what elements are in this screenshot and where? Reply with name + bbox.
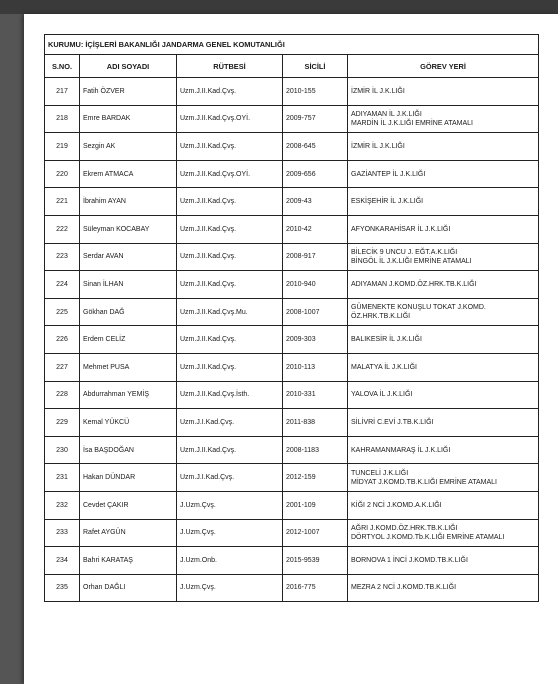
row-rank: Uzm.J.II.Kad.Çvş.OYİ. [177,160,283,188]
row-name: Fatih ÖZVER [80,78,177,106]
row-rank: Uzm.J.II.Kad.Çvş. [177,326,283,354]
gorev-line: KAHRAMANMARAŞ İL J.K.LIĞI [351,446,451,454]
row-name: Cevdet ÇAKIR [80,491,177,519]
row-number: 220 [45,160,80,188]
row-number: 217 [45,78,80,106]
gorev-line: BALIKESİR İL J.K.LIĞI [351,336,422,344]
row-gorev [348,298,539,326]
gorev-line: İZMİR İL J.K.LIĞI [351,87,405,95]
row-name: Ekrem ATMACA [80,160,177,188]
row-number: 228 [45,381,80,409]
row-sicil: 2010-42 [283,215,348,243]
row-number: 222 [45,215,80,243]
gorev-line: YALOVA İL J.K.LIĞI [351,391,413,399]
row-gorev [348,436,539,464]
row-rank: J.Uzm.Çvş. [177,519,283,547]
row-name: Mehmet PUSA [80,353,177,381]
gorev-line: İZMİR İL J.K.LIĞI [351,142,405,150]
row-rank: J.Uzm.Çvş. [177,574,283,602]
row-rank: Uzm.J.II.Kad.Çvş. [177,78,283,106]
gorev-line: MARDİN İL J.K.LIĞI EMRİNE ATAMALI [351,119,474,127]
row-number: 235 [45,574,80,602]
row-name: İsa BAŞDOĞAN [80,436,177,464]
window-top-bar [0,0,558,14]
row-name: Orhan DAĞLI [80,574,177,602]
row-sicil: 2009-757 [283,105,348,133]
row-rank: Uzm.J.II.Kad.Çvş. [177,243,283,271]
row-number: 231 [45,464,80,492]
institution-row [45,35,539,55]
row-sicil: 2011-838 [283,409,348,437]
header-sno: S.NO. [45,55,80,78]
gorev-line: KİĞI 2 NCİ J.KOMD.A.K.LIĞI [351,501,442,509]
row-sicil: 2010-331 [283,381,348,409]
row-gorev [348,243,539,271]
row-sicil: 2009-43 [283,188,348,216]
gorev-line: ADIYAMAN J.KOMD.ÖZ.HRK.TB.K.LIĞI [351,280,477,288]
row-name: Sinan İLHAN [80,271,177,299]
row-sicil: 2009-656 [283,160,348,188]
table-row [45,271,539,299]
gorev-line: SİLİVRİ C.EVİ J.TB.K.LIĞI [351,418,434,426]
table-row [45,326,539,354]
table-row [45,409,539,437]
row-gorev [348,409,539,437]
table-row [45,574,539,602]
table-row [45,133,539,161]
row-gorev [348,464,539,492]
table-body [45,78,539,602]
row-sicil: 2010-113 [283,353,348,381]
row-sicil: 2010-940 [283,271,348,299]
row-name: İbrahim AYAN [80,188,177,216]
gorev-line: MALATYA İL J.K.LIĞI [351,363,418,371]
row-name: Abdurrahman YEMİŞ [80,381,177,409]
row-sicil: 2008-645 [283,133,348,161]
row-name: Serdar AVAN [80,243,177,271]
row-rank: J.Uzm.Çvş. [177,491,283,519]
table-row [45,464,539,492]
row-sicil: 2012-1007 [283,519,348,547]
row-sicil: 2008-1183 [283,436,348,464]
header-gorev: GÖREV YERİ [348,55,539,78]
gorev-line: MİDYAT J.KOMD.TB.K.LIĞI EMRİNE ATAMALI [351,478,497,486]
table-row [45,298,539,326]
row-sicil: 2010-155 [283,78,348,106]
row-number: 221 [45,188,80,216]
institution-title: KURUMU: İÇİŞLERİ BAKANLIĞI JANDARMA GENEL KOMUTANLIĞI [45,35,539,55]
gorev-line: ADIYAMAN İL J.K.LIĞI [351,110,422,118]
row-gorev [348,353,539,381]
gorev-line: BİNGÖL İL J.K.LIĞI EMRİNE ATAMALI [351,257,472,265]
table-row [45,105,539,133]
row-number: 225 [45,298,80,326]
gorev-line: AFYONKARAHİSAR İL J.K.LIĞI [351,225,451,233]
table-row [45,491,539,519]
row-number: 230 [45,436,80,464]
row-number: 218 [45,105,80,133]
row-number: 227 [45,353,80,381]
row-number: 224 [45,271,80,299]
table-row [45,188,539,216]
row-rank: Uzm.J.II.Kad.Çvş.OYİ. [177,105,283,133]
row-rank: J.Uzm.Onb. [177,547,283,575]
row-number: 226 [45,326,80,354]
row-gorev [348,215,539,243]
row-sicil: 2016-775 [283,574,348,602]
row-number: 219 [45,133,80,161]
row-gorev [348,381,539,409]
gorev-line: BORNOVA 1 İNCİ J.KOMD.TB.K.LIĞI [351,556,468,564]
row-number: 232 [45,491,80,519]
row-name: Rafet AYGÜN [80,519,177,547]
row-sicil: 2001-109 [283,491,348,519]
header-name: ADI SOYADI [80,55,177,78]
row-gorev [348,271,539,299]
row-sicil: 2009-303 [283,326,348,354]
document-page [24,14,558,684]
table-row [45,353,539,381]
header-rank: RÜTBESİ [177,55,283,78]
row-name: Gökhan DAĞ [80,298,177,326]
header-sicil: SİCİLİ [283,55,348,78]
row-name: Kemal YÜKCÜ [80,409,177,437]
gorev-line: MEZRA 2 NCİ J.KOMD.TB.K.LIĞI [351,584,457,592]
row-rank: Uzm.J.II.Kad.Çvş. [177,215,283,243]
row-name: Sezgin AK [80,133,177,161]
row-name: Emre BARDAK [80,105,177,133]
row-rank: Uzm.J.II.Kad.Çvş. [177,133,283,161]
gorev-line: GÜMENEKTE KONUŞLU TOKAT J.KOMD. [351,304,486,312]
table-row [45,78,539,106]
table-row [45,215,539,243]
gorev-line: TUNCELİ J.K.LIĞI [351,469,409,477]
row-gorev [348,160,539,188]
table-row [45,381,539,409]
row-name: Erdem CELİZ [80,326,177,354]
table-row [45,243,539,271]
row-rank: Uzm.J.I.Kad.Çvş. [177,409,283,437]
row-number: 233 [45,519,80,547]
row-number: 229 [45,409,80,437]
gorev-line: BİLECİK 9 UNCU J. EĞT.A.K.LIĞI [351,248,458,256]
row-sicil: 2008-917 [283,243,348,271]
row-gorev [348,547,539,575]
row-number: 223 [45,243,80,271]
gorev-line: ÖZ.HRK.TB.K.LIĞI [351,313,411,321]
gorev-line: DÖRTYOL J.KOMD.Tb.K.LIĞI EMRİNE ATAMALI [351,533,505,541]
row-gorev [348,519,539,547]
row-sicil: 2015-9539 [283,547,348,575]
row-gorev [348,105,539,133]
row-sicil: 2008-1007 [283,298,348,326]
row-gorev [348,78,539,106]
row-rank: Uzm.J.II.Kad.Çvş. [177,188,283,216]
header-row [45,55,539,78]
row-gorev [348,188,539,216]
row-rank: Uzm.J.II.Kad.Çvş.Mu. [177,298,283,326]
row-name: Hakan DÜNDAR [80,464,177,492]
gorev-line: ESKİŞEHİR İL J.K.LIĞI [351,198,424,206]
table-row [45,160,539,188]
row-rank: Uzm.J.II.Kad.Çvş. [177,436,283,464]
row-rank: Uzm.J.I.Kad.Çvş. [177,464,283,492]
row-gorev [348,326,539,354]
row-gorev [348,491,539,519]
row-rank: Uzm.J.II.Kad.Çvş. [177,353,283,381]
row-gorev [348,133,539,161]
table-row [45,436,539,464]
row-name: Bahri KARATAŞ [80,547,177,575]
row-name: Süleyman KOCABAY [80,215,177,243]
gorev-line: AĞRI J.KOMD.ÖZ.HRK.TB.K.LIĞI [351,524,458,532]
table-row [45,547,539,575]
row-number: 234 [45,547,80,575]
row-sicil: 2012-159 [283,464,348,492]
table-row [45,519,539,547]
personnel-table [44,34,539,602]
gorev-line: GAZİANTEP İL J.K.LIĞI [351,170,426,178]
row-gorev [348,574,539,602]
row-rank: Uzm.J.II.Kad.Çvş.İsth. [177,381,283,409]
row-rank: Uzm.J.II.Kad.Çvş. [177,271,283,299]
